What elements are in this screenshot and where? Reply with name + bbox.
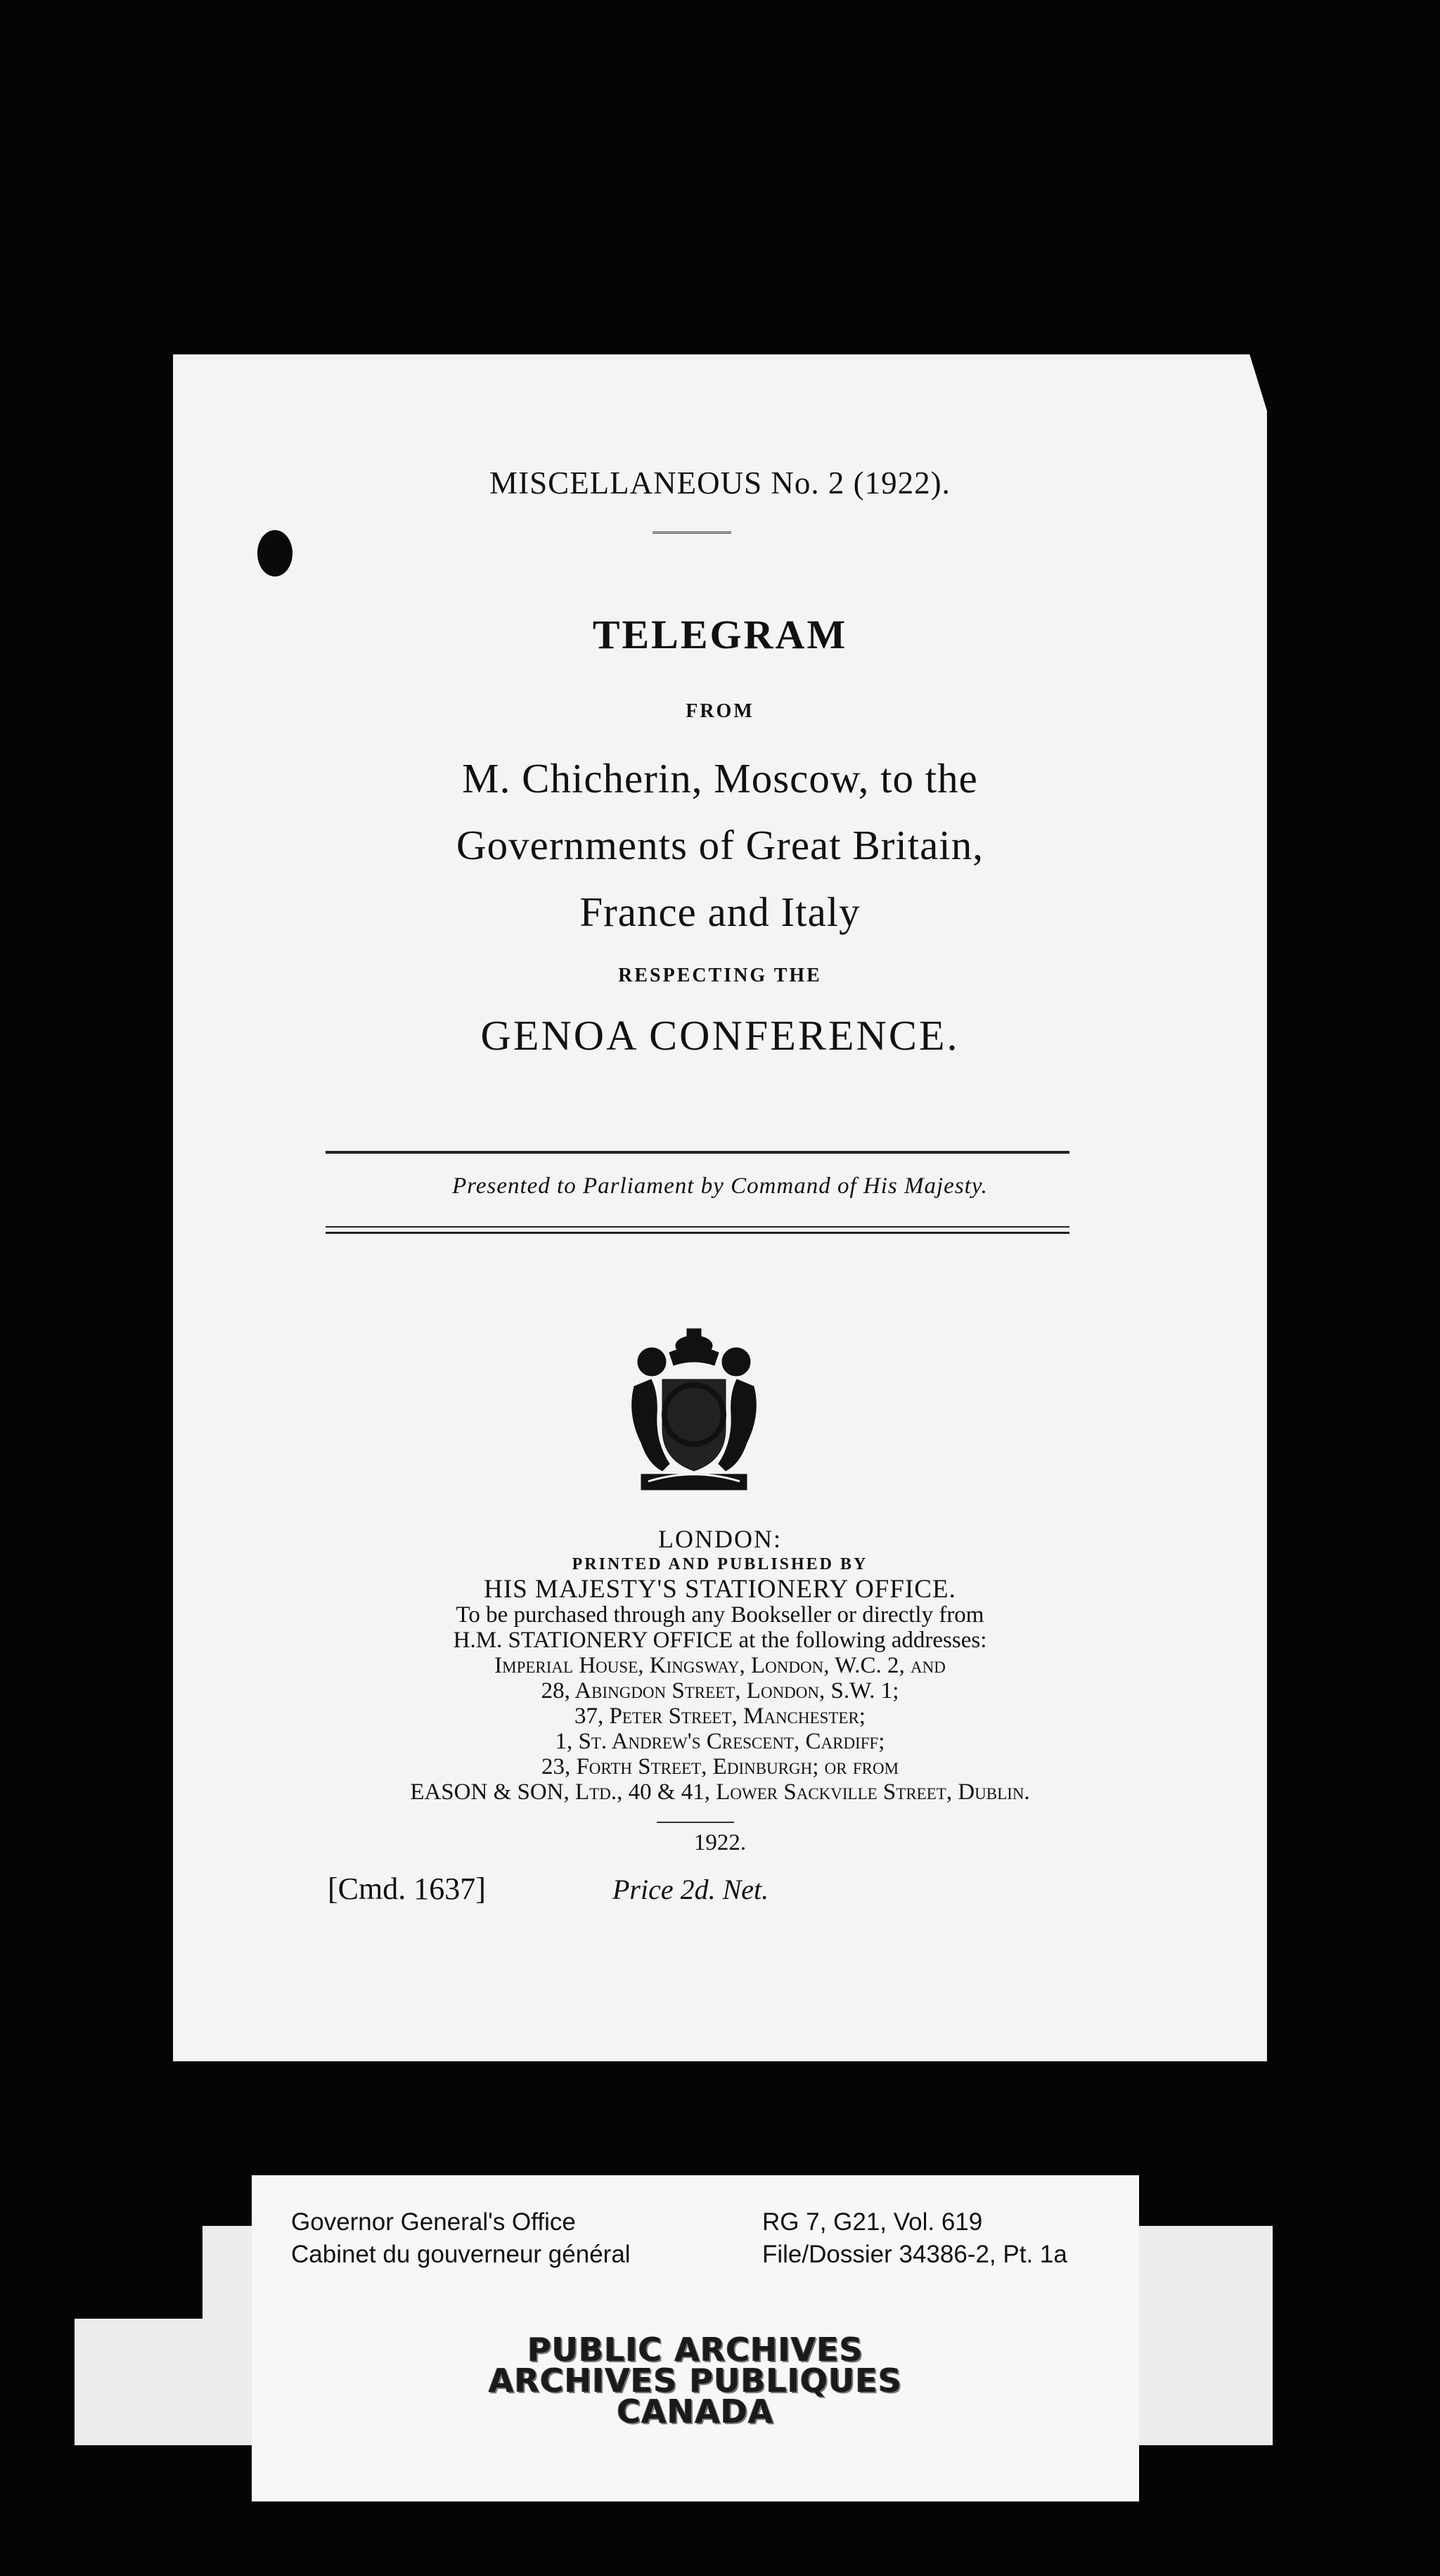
punch-hole [257, 530, 292, 577]
publication-year: 1922. [693, 1830, 747, 1855]
document-type: TELEGRAM [592, 612, 848, 657]
headline-line: M. Chicherin, Moscow, to the [462, 755, 978, 801]
imprint-purchase-line: To be purchased through any Bookseller or directly from [456, 1602, 984, 1628]
office-french: Cabinet du gouverneur général [291, 2241, 631, 2268]
stamp-line: PUBLIC ARCHIVES [527, 2331, 863, 2369]
archive-label [252, 2175, 1139, 2501]
imprint-city: LONDON: [658, 1525, 782, 1553]
document-page [173, 354, 1267, 2061]
headline-line: France and Italy [579, 889, 861, 935]
page-corner [1249, 352, 1277, 443]
imprint-publisher: HIS MAJESTY'S STATIONERY OFFICE. [484, 1575, 956, 1604]
archive-office [291, 2206, 631, 2271]
bottom-rule [326, 1226, 1069, 1234]
stamp-line: ARCHIVES PUBLIQUES [488, 2362, 903, 2400]
price: Price 2d. Net. [612, 1874, 769, 1905]
respecting-label: RESPECTING THE [618, 965, 822, 986]
archive-reference [762, 2206, 1067, 2271]
imprint-purchase-line: H.M. STATIONERY OFFICE at the following addresses: [453, 1628, 987, 1653]
imprint-address: Imperial House, Kingsway, London, W.C. 2, and [494, 1653, 946, 1678]
imprint-block [173, 1526, 1267, 1805]
headline [173, 745, 1267, 946]
office-english: Governor General's Office [291, 2208, 576, 2236]
headline-line: Governments of Great Britain, [456, 822, 984, 868]
from-label: FROM [686, 700, 754, 722]
stamp-line: CANADA [617, 2393, 774, 2430]
imprint-address: 23, Forth Street, Edinburgh; or from [541, 1754, 899, 1779]
archives-stamp [252, 2331, 1139, 2430]
subject-title: GENOA CONFERENCE. [480, 1012, 960, 1059]
top-rule [326, 1151, 1069, 1154]
command-number: [Cmd. 1637] [328, 1872, 486, 1906]
royal-coat-of-arms-icon [620, 1323, 768, 1499]
imprint-address: 28, Abingdon Street, London, S.W. 1; [541, 1678, 899, 1704]
series-divider [652, 532, 731, 534]
archive-label-notch [75, 2226, 202, 2319]
imprint-address: 1, St. Andrew's Crescent, Cardiff; [555, 1729, 885, 1754]
file-number: File/Dossier 34386-2, Pt. 1a [762, 2241, 1067, 2268]
imprint-address: EASON & SON, Ltd., 40 & 41, Lower Sackville Street, Dublin. [410, 1779, 1030, 1805]
imprint-address: 37, Peter Street, Manchester; [574, 1704, 866, 1729]
record-group: RG 7, G21, Vol. 619 [762, 2208, 983, 2236]
imprint-printed: PRINTED AND PUBLISHED BY [572, 1555, 868, 1573]
presented-line: Presented to Parliament by Command of His Majesty. [452, 1173, 988, 1199]
year-divider [657, 1822, 734, 1823]
series-number: MISCELLANEOUS No. 2 (1922). [489, 465, 951, 501]
